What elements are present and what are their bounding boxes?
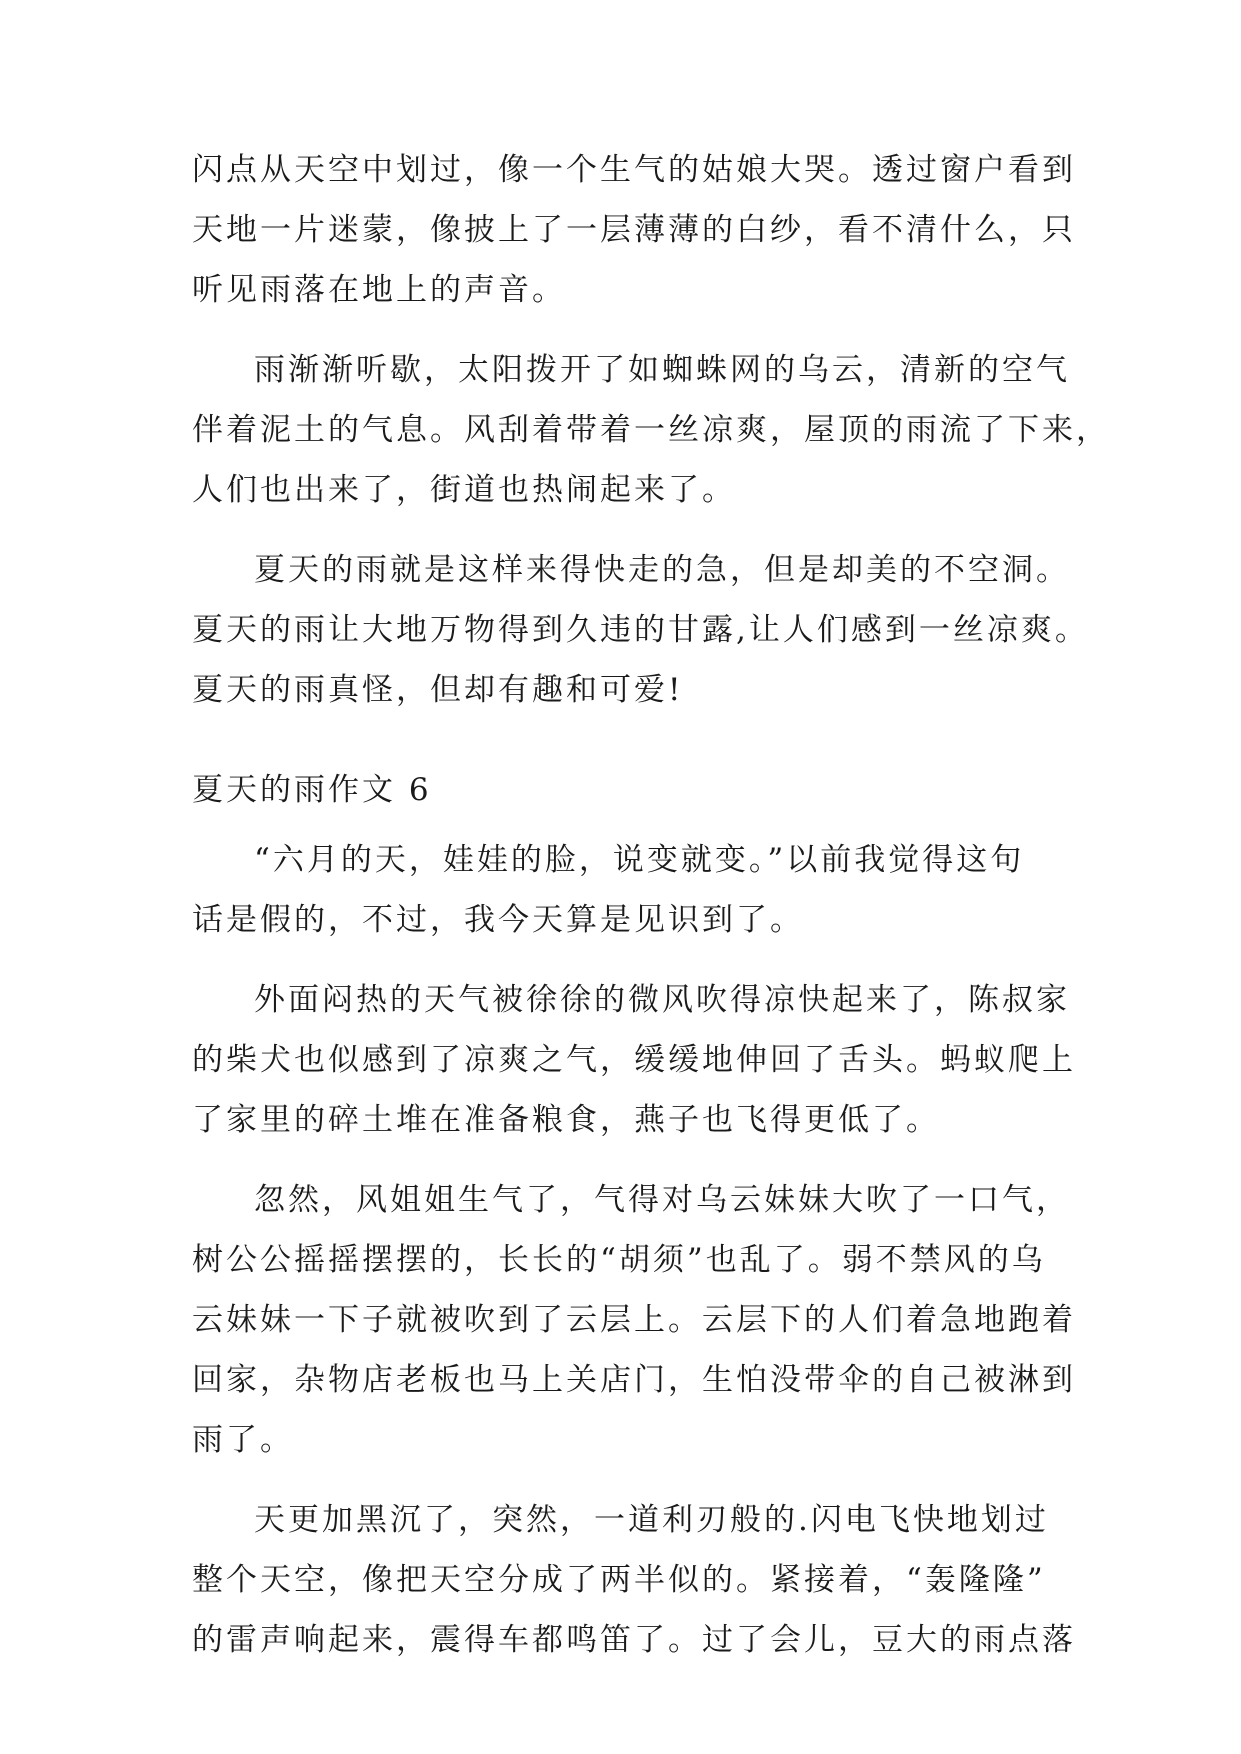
- text-line: 了家里的碎土堆在准备粮食，燕子也飞得更低了。: [192, 1102, 940, 1138]
- text-line: 伴着泥土的气息。风刮着带着一丝凉爽，屋顶的雨流了下来，: [192, 412, 1110, 448]
- text-line: 夏天的雨真怪，但却有趣和可爱!: [192, 672, 684, 708]
- paragraph-first-line: 夏天的雨就是这样来得快走的急，但是却美的不空洞。: [254, 552, 1070, 588]
- text-line: 听见雨落在地上的声音。: [192, 272, 566, 308]
- paragraph-first-line: 忽然，风姐姐生气了，气得对乌云妹妹大吹了一口气，: [254, 1182, 1070, 1218]
- text-line: 话是假的，不过，我今天算是见识到了。: [192, 902, 804, 938]
- text-line: 云妹妹一下子就被吹到了云层上。云层下的人们着急地跑着: [192, 1302, 1076, 1338]
- paragraph-first-line: “六月的天，娃娃的脸，说变就变。”以前我觉得这句: [254, 842, 1025, 878]
- text-line: 夏天的雨让大地万物得到久违的甘露,让人们感到一丝凉爽。: [192, 612, 1089, 648]
- text-line: 整个天空，像把天空分成了两半似的。紧接着，“轰隆隆”: [192, 1562, 1046, 1598]
- text-line: 人们也出来了，街道也热闹起来了。: [192, 472, 736, 508]
- text-line: 闪点从天空中划过，像一个生气的姑娘大哭。透过窗户看到: [192, 152, 1076, 188]
- paragraph-first-line: 天更加黑沉了，突然，一道利刃般的.闪电飞快地划过: [254, 1502, 1049, 1538]
- paragraph-first-line: 外面闷热的天气被徐徐的微风吹得凉快起来了，陈叔家: [254, 982, 1070, 1018]
- paragraph-first-line: 雨渐渐听歇，太阳拨开了如蜘蛛网的乌云，清新的空气: [254, 352, 1070, 388]
- text-line: 回家，杂物店老板也马上关店门，生怕没带伞的自己被淋到: [192, 1362, 1076, 1398]
- section-heading: 夏天的雨作文 6: [192, 772, 432, 808]
- text-line: 天地一片迷蒙，像披上了一层薄薄的白纱，看不清什么，只: [192, 212, 1076, 248]
- text-line: 树公公摇摇摆摆的，长长的“胡须”也乱了。弱不禁风的乌: [192, 1242, 1046, 1278]
- text-line: 的雷声响起来，震得车都鸣笛了。过了会儿，豆大的雨点落: [192, 1622, 1076, 1658]
- text-line: 的柴犬也似感到了凉爽之气，缓缓地伸回了舌头。蚂蚁爬上: [192, 1042, 1076, 1078]
- text-line: 雨了。: [192, 1422, 294, 1458]
